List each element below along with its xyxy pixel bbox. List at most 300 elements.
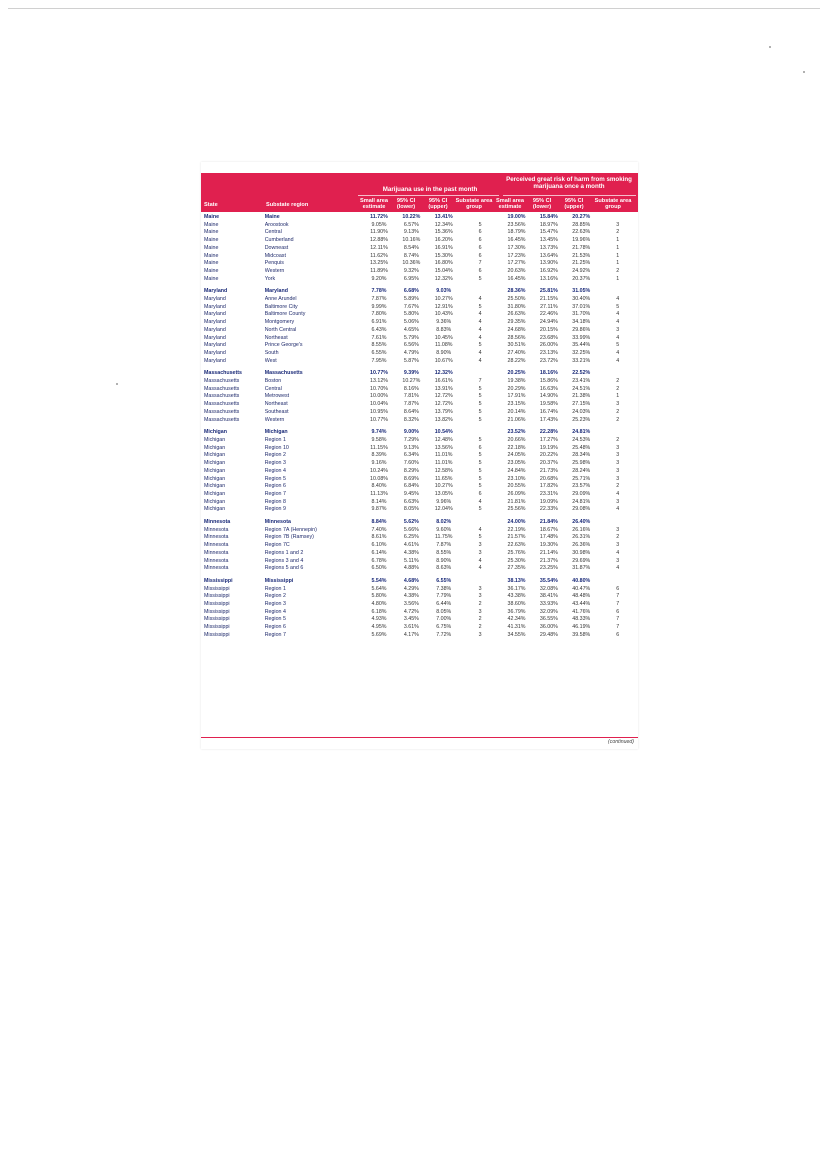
cell-use-estimate: 5.64%	[371, 585, 387, 592]
cell-state: Minnesota	[204, 557, 229, 564]
cell-risk-ci-upper: 29.09%	[572, 490, 591, 497]
cell-risk-ci-upper: 25.23%	[572, 416, 591, 423]
cell-use-estimate: 6.50%	[371, 565, 387, 572]
cell-use-ci-lower: 10.36%	[402, 260, 421, 267]
cell-use-ci-lower: 6.25%	[403, 534, 419, 541]
cell-use-ci-upper: 10.54%	[434, 429, 453, 436]
cell-use-estimate: 6.55%	[371, 349, 387, 356]
col-group-risk: Substate area group	[594, 198, 632, 211]
cell-state: Minnesota	[204, 519, 231, 526]
cell-risk-estimate: 20.25%	[507, 370, 526, 377]
cell-risk-group	[597, 519, 638, 527]
scan-speck	[769, 46, 771, 48]
cell-risk-ci-upper: 21.38%	[572, 393, 591, 400]
cell-risk-ci-lower: 23.68%	[539, 334, 558, 341]
cell-use-ci-lower: 4.17%	[403, 631, 419, 638]
cell-use-estimate: 8.84%	[371, 519, 387, 526]
cell-state: Maryland	[204, 296, 226, 303]
cell-state: Maryland	[204, 311, 226, 318]
cell-region: Aroostook	[264, 221, 289, 228]
cell-risk-estimate: 23.52%	[507, 429, 526, 436]
cell-risk-estimate: 29.35%	[507, 319, 526, 326]
cell-state: Mississippi	[204, 616, 230, 623]
cell-risk-ci-lower: 21.73%	[539, 467, 558, 474]
cell-risk-estimate: 28.36%	[507, 288, 526, 295]
table-row	[201, 476, 638, 484]
cell-use-estimate: 10.00%	[370, 393, 388, 400]
cell-state: Mississippi	[204, 624, 230, 631]
cell-use-group	[460, 214, 500, 222]
cell-region: Region 10	[264, 444, 289, 451]
cell-risk-group: 2	[616, 436, 620, 443]
cell-risk-ci-upper: 21.53%	[572, 252, 591, 259]
cell-region: Anne Arundel	[264, 296, 297, 303]
cell-region: Northeast	[264, 334, 288, 341]
table-row	[201, 393, 638, 401]
cell-state: Maine	[204, 244, 219, 251]
table-row	[201, 327, 638, 335]
cell-region: Region 3	[264, 601, 286, 608]
cell-state: Maryland	[204, 319, 226, 326]
cell-use-group: 5	[478, 506, 482, 513]
cell-use-group: 4	[478, 526, 482, 533]
cell-risk-group: 3	[616, 557, 620, 564]
cell-use-ci-upper: 8.63%	[436, 565, 452, 572]
table-row	[201, 296, 638, 304]
cell-risk-estimate: 24.00%	[507, 519, 526, 526]
cell-use-group: 2	[478, 601, 482, 608]
cell-region: Massachusetts	[264, 370, 303, 377]
cell-use-group: 2	[478, 616, 482, 623]
cell-use-ci-lower: 5.80%	[403, 311, 419, 318]
cell-use-group: 3	[478, 585, 482, 592]
cell-risk-ci-lower: 26.00%	[539, 342, 558, 349]
cell-risk-group: 2	[616, 408, 620, 415]
cell-risk-ci-lower: 17.82%	[539, 483, 558, 490]
cell-risk-group: 2	[616, 229, 620, 236]
cell-risk-estimate: 28.22%	[507, 357, 526, 364]
cell-use-ci-lower: 3.61%	[403, 624, 419, 631]
cell-state: Michigan	[204, 460, 226, 467]
cell-risk-group: 1	[616, 393, 620, 400]
cell-risk-group: 1	[616, 275, 620, 282]
cell-state: Maine	[204, 214, 220, 220]
table-row	[201, 558, 638, 566]
cell-risk-estimate: 20.66%	[507, 436, 526, 443]
cell-risk-estimate: 25.76%	[507, 549, 526, 556]
table-row	[201, 499, 638, 507]
cell-risk-ci-lower: 18.97%	[539, 221, 558, 228]
cell-risk-ci-upper: 27.15%	[572, 401, 591, 408]
cell-use-ci-upper: 16.20%	[434, 237, 453, 244]
cell-use-ci-lower: 8.74%	[403, 252, 419, 259]
cell-state: Maine	[204, 237, 219, 244]
cell-risk-ci-lower: 15.86%	[539, 378, 558, 385]
cell-use-ci-upper: 16.61%	[434, 378, 453, 385]
cell-region: Region 7B (Ramsey)	[264, 534, 314, 541]
cell-region: Region 1	[264, 585, 286, 592]
table-row	[201, 311, 638, 319]
cell-use-group: 4	[478, 557, 482, 564]
cell-region: Region 3	[264, 460, 286, 467]
cell-use-estimate: 9.99%	[371, 303, 387, 310]
table-row	[201, 550, 638, 558]
cell-risk-ci-lower: 23.72%	[539, 357, 558, 364]
cell-use-group: 5	[478, 475, 482, 482]
cell-risk-group: 3	[616, 542, 620, 549]
cell-use-ci-upper: 11.01%	[434, 460, 453, 467]
cell-region: Midcoast	[264, 252, 286, 259]
cell-region: Southeast	[264, 408, 289, 415]
cell-use-ci-upper: 9.60%	[436, 526, 452, 533]
cell-use-group: 5	[478, 534, 482, 541]
cell-risk-group: 3	[616, 526, 620, 533]
cell-use-ci-upper: 12.91%	[434, 303, 453, 310]
cell-risk-estimate: 23.56%	[507, 221, 526, 228]
cell-use-estimate: 4.95%	[371, 624, 387, 631]
cell-state: Massachusetts	[204, 378, 240, 385]
cell-use-ci-lower: 5.89%	[403, 296, 419, 303]
cell-risk-ci-upper: 39.58%	[572, 631, 591, 638]
cell-risk-ci-lower: 22.28%	[539, 429, 558, 436]
cell-use-ci-upper: 8.90%	[436, 557, 452, 564]
cell-risk-estimate: 20.63%	[507, 267, 526, 274]
cell-risk-estimate: 36.17%	[507, 585, 526, 592]
cell-region: Region 7	[264, 631, 286, 638]
cell-risk-estimate: 20.55%	[507, 483, 526, 490]
cell-use-ci-lower: 4.65%	[403, 326, 419, 333]
cell-use-ci-lower: 4.88%	[403, 565, 419, 572]
cell-use-estimate: 7.40%	[371, 526, 387, 533]
cell-risk-ci-upper: 29.86%	[572, 326, 591, 333]
table-row	[201, 593, 638, 601]
cell-use-group: 4	[478, 334, 482, 341]
cell-risk-ci-lower: 36.00%	[539, 624, 558, 631]
cell-use-ci-upper: 13.82%	[434, 416, 453, 423]
cell-risk-ci-lower: 33.93%	[539, 601, 558, 608]
cell-use-ci-lower: 4.68%	[403, 577, 419, 584]
cell-use-group: 7	[478, 260, 482, 267]
table-row	[201, 491, 638, 499]
cell-use-estimate: 8.61%	[371, 534, 387, 541]
col-estimate: Small area estimate	[360, 198, 388, 211]
cell-state: Massachusetts	[204, 385, 240, 392]
cell-risk-ci-upper: 26.36%	[572, 542, 591, 549]
cell-risk-ci-upper: 48.48%	[572, 593, 591, 600]
cell-risk-ci-upper: 34.18%	[572, 319, 591, 326]
cell-risk-group: 3	[616, 444, 620, 451]
cell-risk-group: 1	[616, 260, 620, 267]
cell-use-ci-upper: 12.04%	[434, 506, 453, 513]
cell-use-ci-upper: 12.58%	[434, 467, 453, 474]
scan-speck	[116, 383, 118, 385]
cell-use-estimate: 7.80%	[371, 311, 387, 318]
cell-risk-group: 3	[616, 467, 620, 474]
cell-risk-ci-lower: 13.16%	[539, 275, 558, 282]
cell-risk-estimate: 25.30%	[507, 557, 526, 564]
cell-use-group: 3	[478, 593, 482, 600]
cell-risk-estimate: 18.79%	[507, 229, 526, 236]
cell-region: North Central	[264, 326, 297, 333]
cell-risk-ci-upper: 24.51%	[572, 385, 591, 392]
cell-use-estimate: 6.14%	[371, 549, 387, 556]
col-ci-upper-risk: 95% CI (upper)	[564, 198, 584, 211]
cell-use-group: 4	[478, 498, 482, 505]
cell-state: Maine	[204, 267, 219, 274]
cell-use-ci-lower: 7.60%	[403, 460, 419, 467]
cell-region: Minnesota	[264, 519, 291, 526]
cell-use-ci-lower: 4.79%	[403, 349, 419, 356]
cell-use-estimate: 5.69%	[371, 631, 387, 638]
cell-risk-estimate: 31.80%	[507, 303, 526, 310]
cell-risk-ci-upper: 40.80%	[572, 577, 591, 584]
cell-use-estimate: 7.78%	[371, 288, 387, 295]
cell-use-ci-lower: 8.16%	[403, 385, 419, 392]
cell-risk-ci-lower: 20.37%	[539, 460, 558, 467]
cell-state: Michigan	[204, 475, 226, 482]
cell-use-ci-lower: 8.05%	[403, 506, 419, 513]
cell-use-group: 6	[478, 267, 482, 274]
group-title-risk: Perceived great risk of harm from smoking marijuana once a month	[506, 176, 632, 190]
cell-region: Region 4	[264, 467, 286, 474]
cell-use-group: 5	[478, 385, 482, 392]
cell-region: Region 5	[264, 475, 286, 482]
cell-risk-ci-upper: 23.41%	[572, 378, 591, 385]
cell-risk-ci-upper: 22.52%	[572, 370, 591, 377]
cell-use-ci-upper: 8.55%	[436, 549, 452, 556]
cell-region: Region 1	[264, 436, 286, 443]
cell-risk-ci-upper: 25.98%	[572, 460, 591, 467]
cell-use-ci-lower: 8.64%	[403, 408, 419, 415]
cell-use-ci-lower: 6.56%	[403, 342, 419, 349]
col-group: Substate area group	[455, 198, 493, 211]
cell-use-ci-lower: 6.95%	[403, 275, 419, 282]
cell-risk-estimate: 24.84%	[507, 467, 526, 474]
cell-risk-estimate: 34.55%	[507, 631, 526, 638]
cell-risk-estimate: 21.81%	[507, 498, 526, 505]
cell-risk-group: 4	[616, 506, 620, 513]
col-estimate-risk: Small area estimate	[496, 198, 524, 211]
cell-use-ci-upper: 10.27%	[434, 296, 453, 303]
cell-risk-ci-upper: 26.16%	[572, 526, 591, 533]
scan-top-rule	[8, 8, 820, 9]
cell-risk-estimate: 17.23%	[507, 252, 526, 259]
cell-risk-ci-lower: 20.22%	[539, 452, 558, 459]
cell-risk-estimate: 23.10%	[507, 475, 526, 482]
cell-state: Maryland	[204, 326, 226, 333]
cell-risk-estimate: 22.19%	[507, 526, 526, 533]
cell-use-ci-upper: 7.38%	[436, 585, 452, 592]
cell-use-ci-upper: 15.36%	[434, 229, 453, 236]
table-row	[201, 483, 638, 491]
cell-use-estimate: 10.95%	[370, 408, 388, 415]
table-row	[201, 245, 638, 253]
cell-risk-estimate: 17.91%	[507, 393, 526, 400]
cell-risk-estimate: 22.63%	[507, 542, 526, 549]
cell-state: Maine	[204, 221, 219, 228]
cell-use-estimate: 13.12%	[370, 378, 388, 385]
cell-region: Mississippi	[264, 577, 294, 584]
table-row	[201, 304, 638, 312]
cell-region: Central	[264, 385, 282, 392]
cell-risk-estimate: 17.30%	[507, 244, 526, 251]
cell-risk-ci-upper: 31.87%	[572, 565, 591, 572]
cell-risk-ci-lower: 14.90%	[539, 393, 558, 400]
cell-use-estimate: 9.16%	[371, 460, 387, 467]
cell-use-group: 5	[478, 436, 482, 443]
cell-use-ci-upper: 11.75%	[434, 534, 453, 541]
cell-risk-group: 5	[616, 303, 620, 310]
table-row	[201, 350, 638, 358]
cell-use-group: 6	[478, 444, 482, 451]
cell-risk-ci-lower: 24.94%	[539, 319, 558, 326]
cell-use-ci-upper: 9.96%	[436, 498, 452, 505]
cell-use-estimate: 13.25%	[370, 260, 388, 267]
cell-use-ci-lower: 6.57%	[403, 221, 419, 228]
cell-use-ci-upper: 13.79%	[434, 408, 453, 415]
cell-use-estimate: 9.05%	[371, 221, 387, 228]
cell-use-estimate: 4.80%	[371, 601, 387, 608]
table-body	[201, 214, 638, 640]
col-state: State	[204, 202, 218, 208]
cell-use-ci-lower: 9.00%	[403, 429, 419, 436]
cell-state: Mississippi	[204, 608, 230, 615]
table-row	[201, 586, 638, 594]
cell-state: Maryland	[204, 357, 226, 364]
state-total-row	[201, 519, 638, 527]
table-row	[201, 542, 638, 550]
cell-state: Michigan	[204, 490, 226, 497]
cell-use-ci-lower: 10.22%	[402, 214, 421, 220]
cell-risk-group: 3	[616, 475, 620, 482]
cell-region: Metrowest	[264, 393, 290, 400]
col-ci-lower: 95% CI (lower)	[396, 198, 416, 211]
table-row	[201, 229, 638, 237]
cell-use-estimate: 6.43%	[371, 326, 387, 333]
cell-use-estimate: 9.87%	[371, 506, 387, 513]
cell-risk-ci-upper: 22.63%	[572, 229, 591, 236]
cell-state: Michigan	[204, 483, 226, 490]
cell-risk-ci-upper: 29.69%	[572, 557, 591, 564]
cell-risk-ci-lower: 22.33%	[539, 506, 558, 513]
cell-use-group: 5	[478, 416, 482, 423]
cell-use-ci-upper: 11.65%	[434, 475, 453, 482]
cell-use-group: 6	[478, 490, 482, 497]
cell-use-group: 2	[478, 624, 482, 631]
cell-risk-ci-lower: 27.11%	[540, 303, 558, 310]
cell-use-estimate: 6.10%	[371, 542, 387, 549]
cell-risk-estimate: 38.60%	[507, 601, 526, 608]
cell-use-ci-upper: 12.72%	[434, 401, 453, 408]
cell-use-ci-lower: 3.56%	[403, 601, 419, 608]
cell-region: York	[264, 275, 276, 282]
table-row	[201, 506, 638, 514]
cell-state: Maine	[204, 252, 219, 259]
cell-region: Region 6	[264, 483, 286, 490]
cell-risk-ci-lower: 13.45%	[539, 237, 558, 244]
cell-state: Maryland	[204, 334, 226, 341]
cell-risk-ci-upper: 20.27%	[572, 214, 591, 220]
cell-risk-group	[597, 214, 638, 222]
cell-use-ci-lower: 9.32%	[403, 267, 419, 274]
cell-use-ci-upper: 15.04%	[434, 267, 453, 274]
table-row	[201, 260, 638, 268]
cell-state: Maryland	[204, 349, 226, 356]
cell-region: Region 6	[264, 624, 286, 631]
cell-risk-group: 7	[616, 624, 620, 631]
cell-risk-ci-lower: 23.25%	[539, 565, 558, 572]
cell-use-ci-lower: 4.72%	[403, 608, 419, 615]
cell-use-group: 5	[478, 401, 482, 408]
cell-risk-ci-lower: 25.81%	[539, 288, 558, 295]
cell-use-estimate: 10.70%	[370, 385, 388, 392]
table-row	[201, 460, 638, 468]
cell-region: Downeast	[264, 244, 289, 251]
cell-use-ci-upper: 13.41%	[434, 214, 453, 220]
cell-use-ci-lower: 5.62%	[403, 519, 419, 526]
table-row	[201, 409, 638, 417]
cell-use-estimate: 6.91%	[371, 319, 387, 326]
cell-risk-ci-upper: 28.24%	[572, 467, 591, 474]
cell-risk-group: 1	[616, 237, 620, 244]
cell-state: Maine	[204, 229, 219, 236]
cell-risk-ci-upper: 46.19%	[572, 624, 591, 631]
cell-risk-ci-lower: 21.37%	[539, 557, 558, 564]
cell-state: Maryland	[204, 342, 226, 349]
cell-region: Region 2	[264, 452, 286, 459]
cell-use-ci-upper: 8.90%	[436, 349, 452, 356]
cell-use-estimate: 7.61%	[371, 334, 387, 341]
cell-risk-group: 4	[616, 349, 620, 356]
cell-use-group: 5	[478, 303, 482, 310]
cell-region: Region 8	[264, 498, 286, 505]
cell-use-estimate: 9.74%	[371, 429, 387, 436]
table-row	[201, 276, 638, 284]
cell-use-ci-upper: 7.72%	[436, 631, 452, 638]
cell-use-group: 5	[478, 460, 482, 467]
cell-use-ci-lower: 3.45%	[403, 616, 419, 623]
cell-region: Region 4	[264, 608, 286, 615]
table-row	[201, 565, 638, 573]
cell-use-group	[460, 288, 500, 296]
cell-state: Mississippi	[204, 585, 230, 592]
cell-risk-ci-lower: 21.84%	[539, 519, 558, 526]
cell-risk-ci-upper: 23.57%	[572, 483, 591, 490]
cell-use-ci-upper: 7.79%	[436, 593, 452, 600]
cell-risk-estimate: 22.18%	[507, 444, 526, 451]
cell-risk-ci-upper: 21.78%	[572, 244, 591, 251]
cell-risk-ci-upper: 30.40%	[572, 296, 591, 303]
cell-use-estimate: 7.87%	[371, 296, 387, 303]
cell-use-ci-lower: 4.29%	[403, 585, 419, 592]
cell-use-ci-upper: 10.43%	[434, 311, 453, 318]
cell-risk-group: 4	[616, 565, 620, 572]
cell-use-ci-lower: 5.11%	[404, 557, 419, 564]
cell-risk-ci-upper: 26.40%	[572, 519, 591, 526]
cell-state: Mississippi	[204, 631, 230, 638]
table-row	[201, 386, 638, 394]
cell-state: Minnesota	[204, 549, 229, 556]
cell-use-group: 6	[478, 244, 482, 251]
table-row	[201, 616, 638, 624]
cell-use-ci-lower: 10.16%	[402, 237, 421, 244]
cell-use-ci-lower: 5.79%	[403, 334, 419, 341]
cell-risk-estimate: 43.38%	[507, 593, 526, 600]
cell-use-ci-upper: 6.55%	[436, 577, 452, 584]
cell-region: Regions 1 and 2	[264, 549, 304, 556]
cell-use-estimate: 11.15%	[370, 444, 388, 451]
cell-use-estimate: 11.13%	[370, 490, 388, 497]
